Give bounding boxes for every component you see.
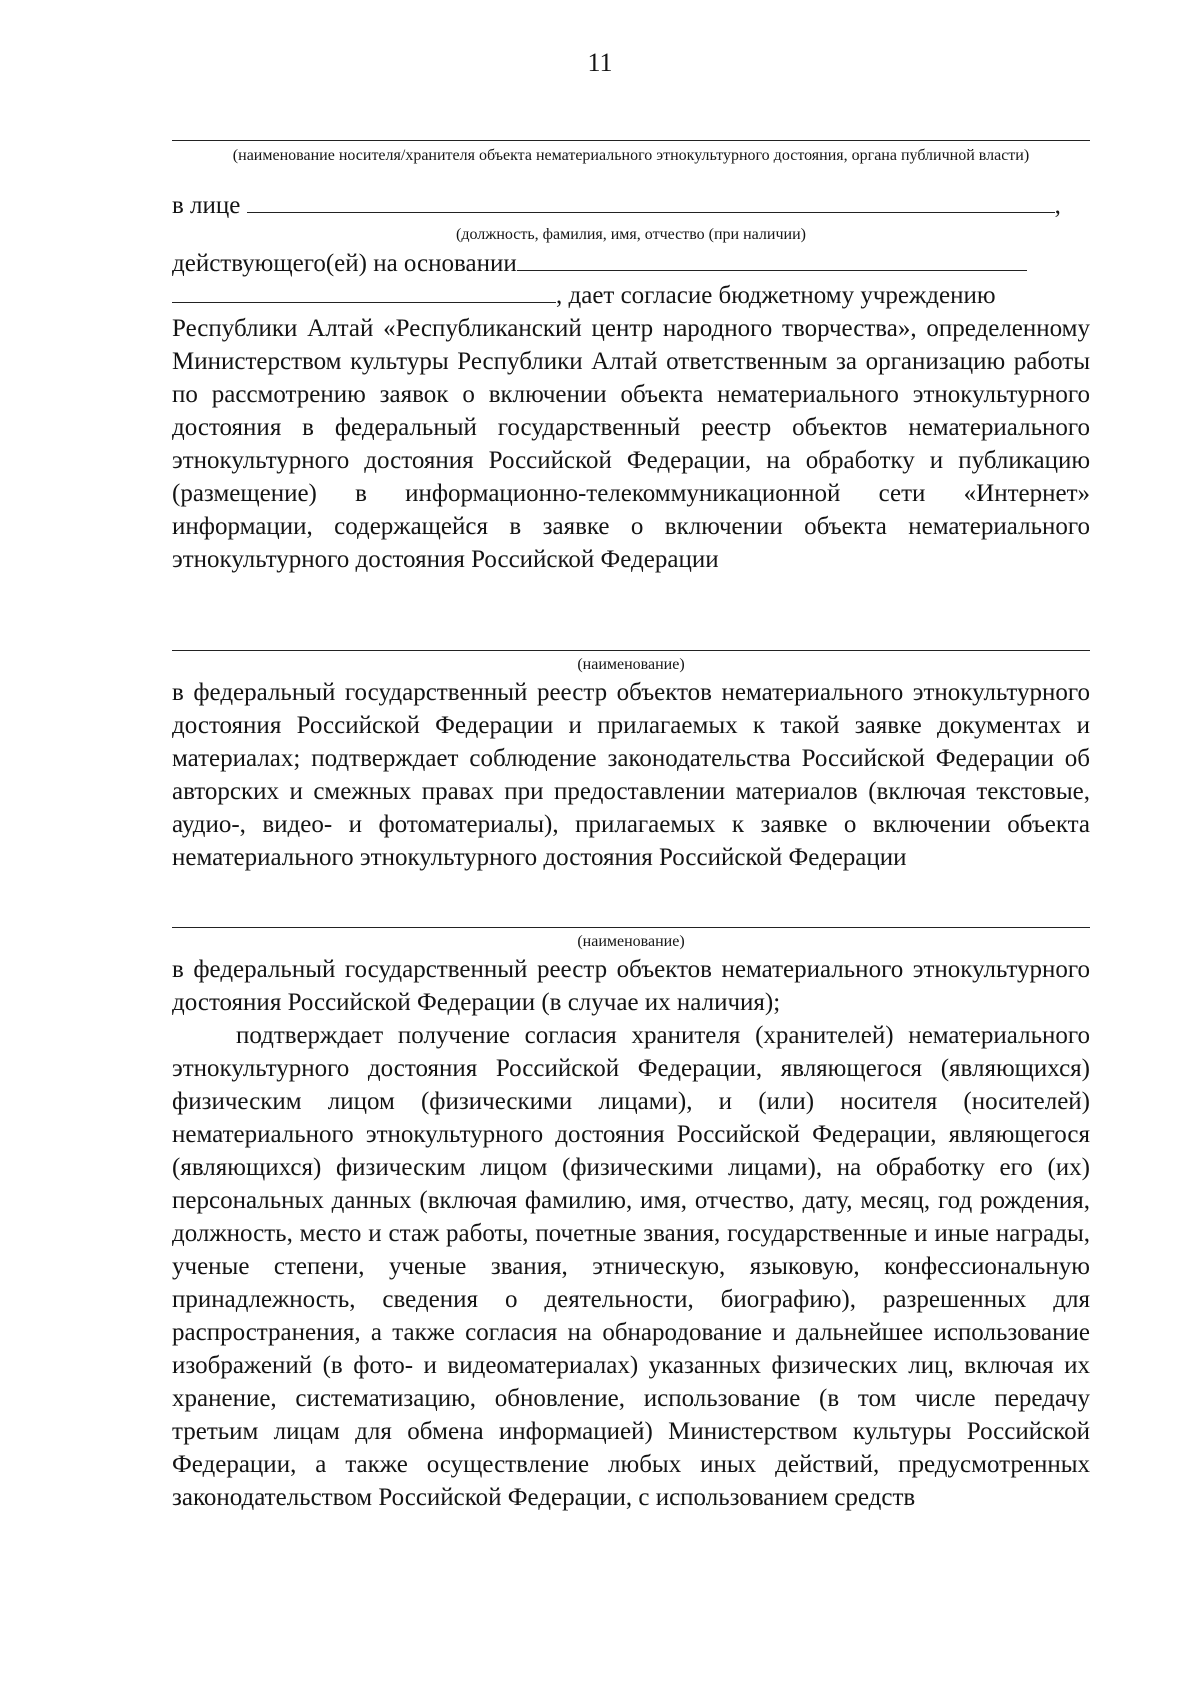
consent-blank (172, 282, 556, 303)
consent-first-line (172, 282, 1090, 310)
consent-paragraph: Республики Алтай «Республиканский центр народного творчества», определенному Министерством культуры Республики Алтай ответственным за организацию работы по рассмотрению заявок о включении объекта нематериального этнокультурного достояния в федеральный государственный реестр объектов нематериального этнокультурного достояния Российской Федерации, на обработку и публикацию (размещение) в информационно-телекоммуникационной сети «Интернет» информации, содержащейся в заявке о включении объекта нематериального этнокультурного достояния Российской Федерации (172, 315, 1090, 573)
person-label: в лице (172, 192, 241, 219)
basis-line (172, 250, 1090, 278)
name-caption-1: (наименование) (577, 656, 685, 673)
registry-paragraph: в федеральный государственный реестр объектов нематериального этнокультурного достояния Российской Федерации и прилагаемых к такой заявке документах и материалах; подтверждает соблюдение законодательства Российской Федерации об авторских и смежных правах при предоставлении материалов (включая текстовые, аудио-, видео- и фотоматериалы), прилагаемых к заявке о включении объекта нематериального этнокультурного достояния Российской Федерации (172, 679, 1090, 871)
consent-tail: , дает согласие бюджетному учреждению (556, 282, 996, 309)
registry-paragraph-2: в федеральный государственный реестр объектов нематериального этнокультурного достояния Российской Федерации (в случае их наличия); (172, 956, 1090, 1016)
name-caption-2: (наименование) (577, 933, 685, 950)
person-suffix: , (1054, 192, 1061, 219)
name-field-line-2 (172, 927, 1090, 928)
person-line (172, 192, 1090, 220)
page-number: 11 (587, 48, 613, 77)
person-caption: (должность, фамилия, имя, отчество (при наличии) (456, 226, 806, 243)
name-field-line-1 (172, 650, 1090, 651)
basis-blank (517, 250, 1027, 271)
holder-caption: (наименование носителя/хранителя объекта нематериального этнокультурного достояния, органа публичной власти) (232, 147, 1030, 164)
person-blank (247, 192, 1055, 213)
holder-field-line (172, 140, 1090, 141)
confirm-paragraph: подтверждает получение согласия хранителя (хранителей) нематериального этнокультурного достояния Российской Федерации, являющегося (являющихся) физическим лицом (физическими лицами), и (или) носителя (носителей) нематериального этнокультурного достояния Российской Федерации, являющегося (являющихся) физическим лицом (физическими лицами), на обработку его (их) персональных данных (включая фамилию, имя, отчество, дату, месяц, год рождения, должность, место и стаж работы, почетные звания, государственные и иные награды, ученые степени, ученые звания, этническую, языковую, конфессиональную принадлежность, сведения о деятельности, биографию), разрешенных для распространения, а также согласия на обнародование и дальнейшее использование изображений (в фото- и видеоматериалах) указанных физических лиц, включая их хранение, систематизацию, обновление, использование (в том числе передачу третьим лицам для обмена информацией) Министерством культуры Российской Федерации, а также осуществление любых иных действий, предусмотренных законодательством Российской Федерации, с использованием средств (172, 1022, 1090, 1511)
basis-label: действующего(ей) на основании (172, 250, 517, 277)
